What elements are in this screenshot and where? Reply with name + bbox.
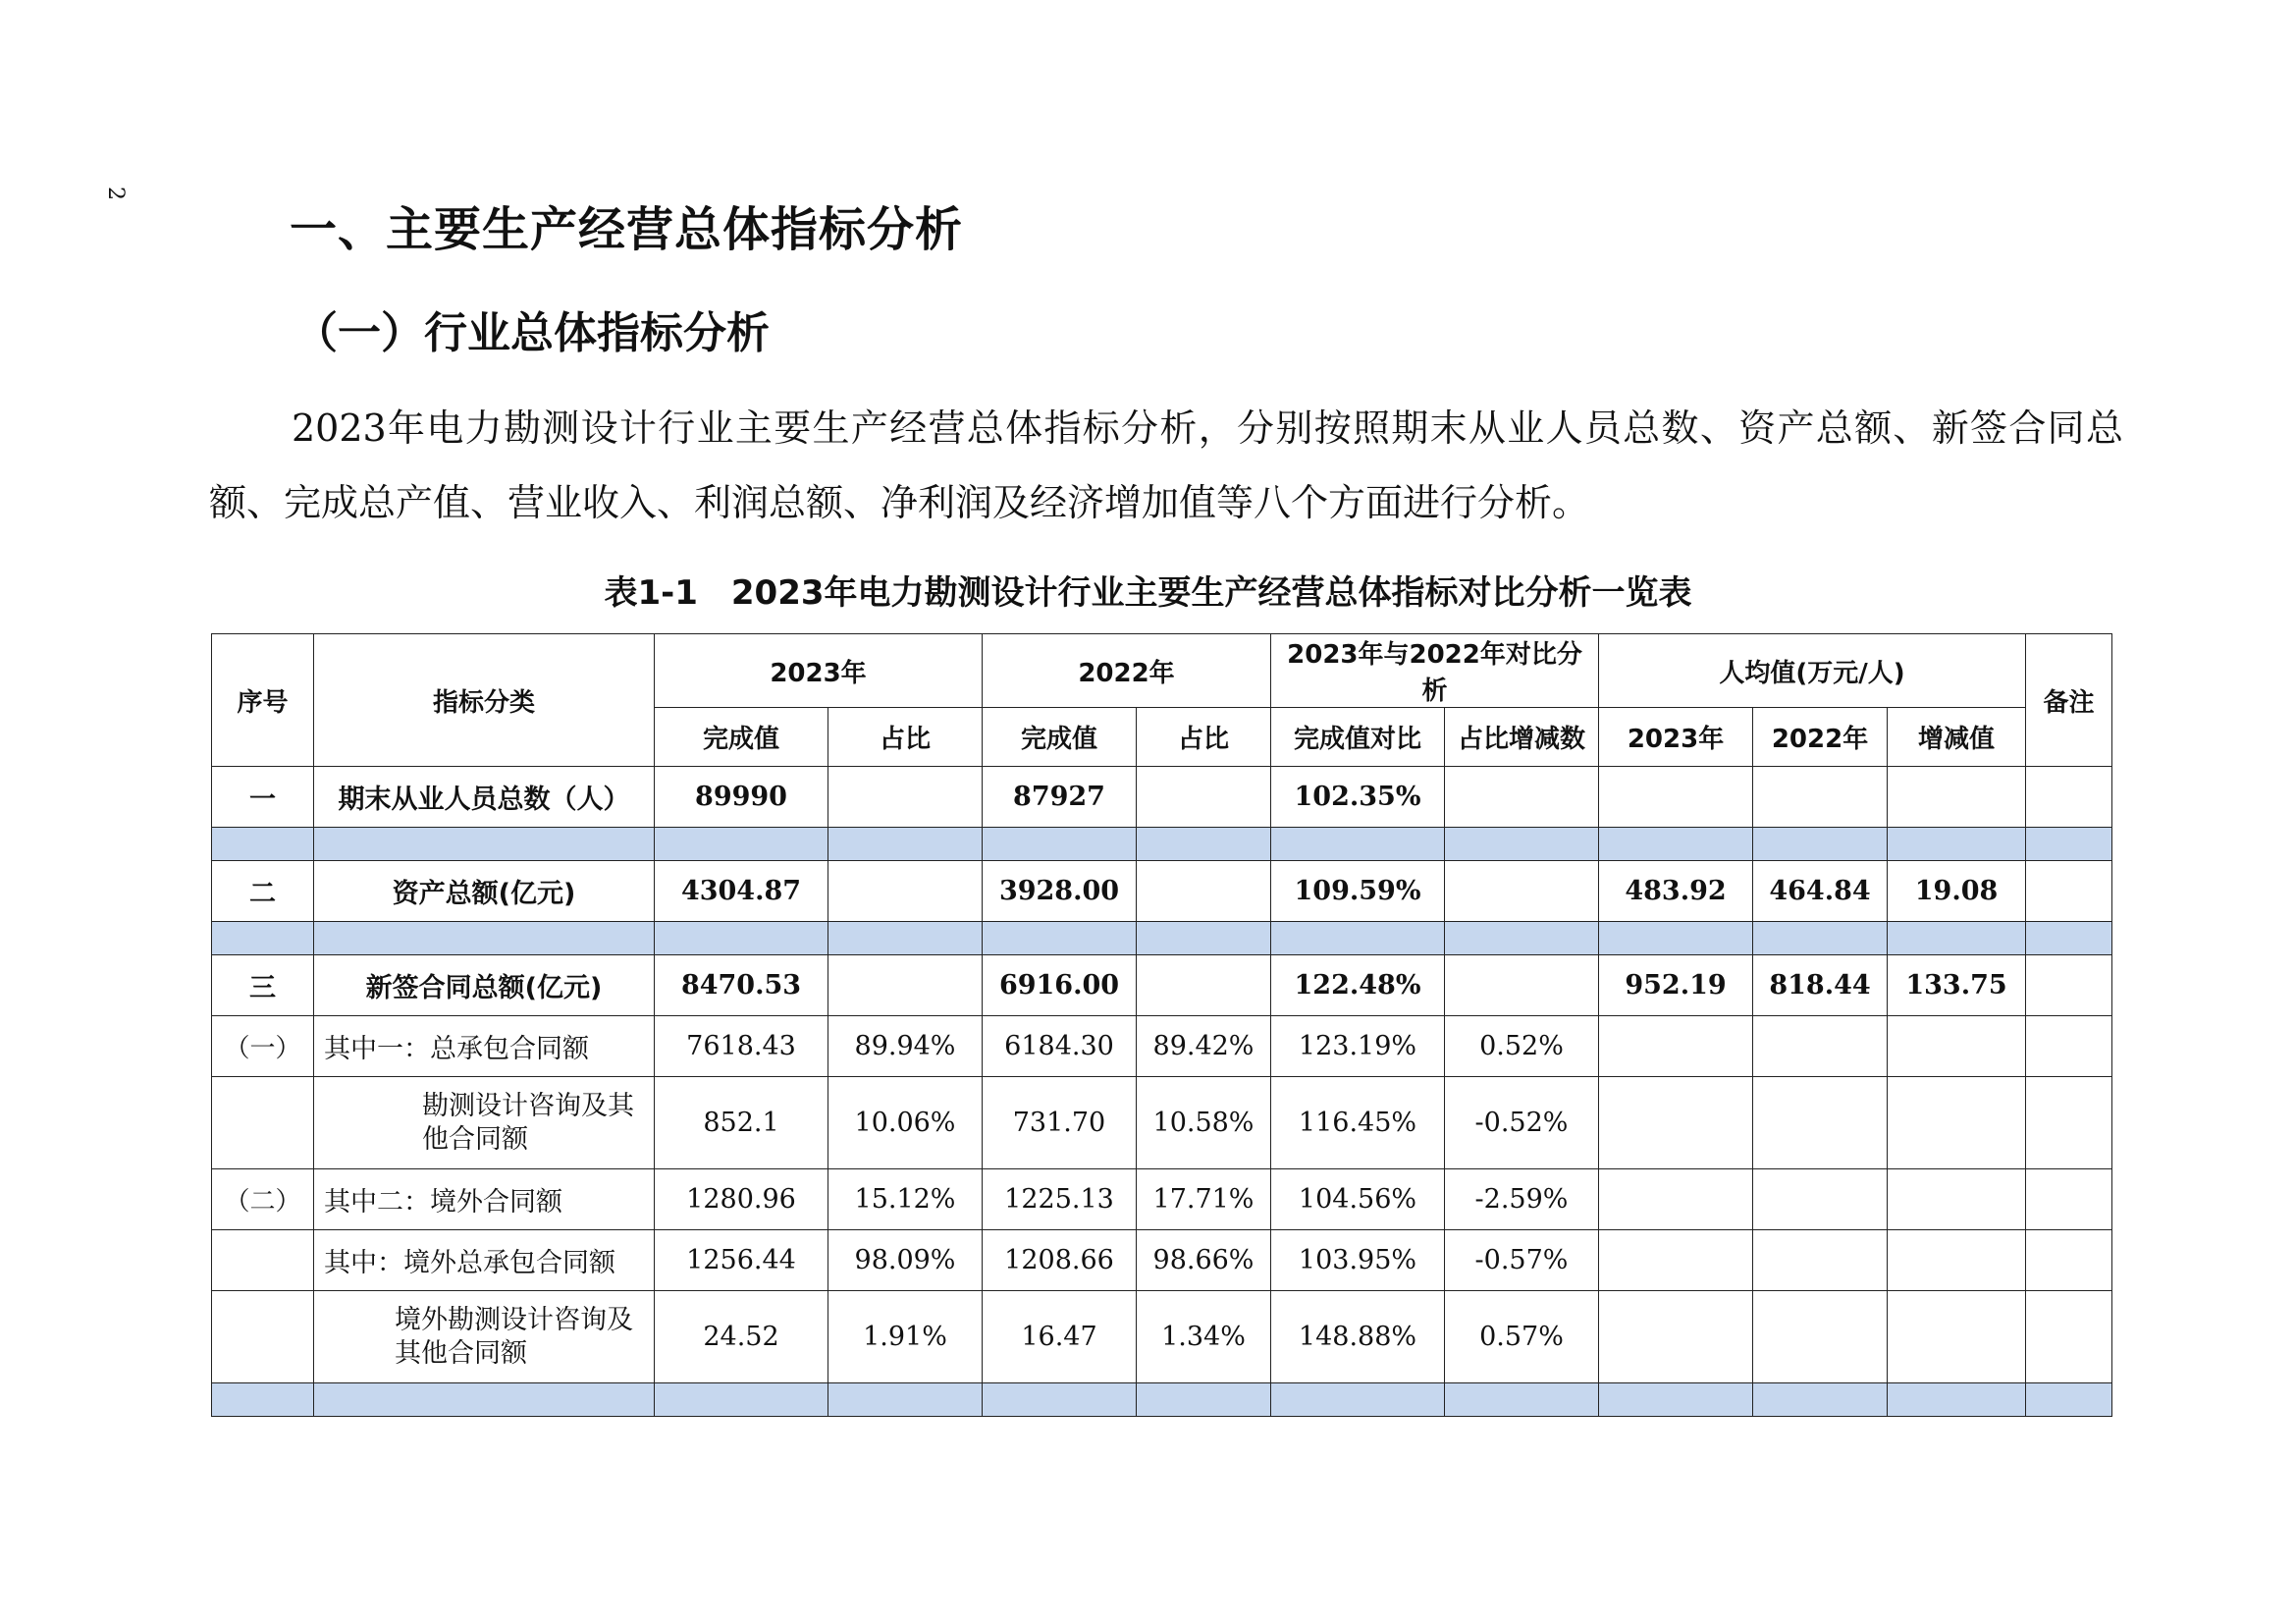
header-2023: 2023年: [655, 634, 983, 708]
table-row: [212, 767, 2112, 828]
header-value-ratio: 完成值对比: [1271, 708, 1445, 767]
cell-value-2023: 24.52: [655, 1291, 828, 1383]
cell-pc-change: [1888, 1016, 2026, 1077]
cell-seq: （一）: [212, 1016, 314, 1077]
cell-ratio: 102.35%: [1271, 767, 1445, 828]
cell-value-2023: 852.1: [655, 1077, 828, 1169]
table-row: [212, 861, 2112, 922]
table-row: [212, 955, 2112, 1016]
cell-share-change: -2.59%: [1445, 1169, 1599, 1230]
cell-remark: [2026, 1230, 2112, 1291]
cell-value-2022: 87927: [983, 767, 1137, 828]
table-row: [212, 1230, 2112, 1291]
spacer-row: [212, 828, 2112, 861]
header-pc-change: 增减值: [1888, 708, 2026, 767]
cell-share-change: 0.57%: [1445, 1291, 1599, 1383]
cell-value-2022: 6916.00: [983, 955, 1137, 1016]
page-number: 2: [103, 187, 128, 200]
cell-share-2023: 89.94%: [828, 1016, 983, 1077]
cell-remark: [2026, 767, 2112, 828]
cell-pc-change: 133.75: [1888, 955, 2026, 1016]
cell-remark: [2026, 1077, 2112, 1169]
cell-ratio: 123.19%: [1271, 1016, 1445, 1077]
cell-share-2022: 10.58%: [1137, 1077, 1271, 1169]
cell-seq: [212, 1077, 314, 1169]
cell-share-2022: 98.66%: [1137, 1230, 1271, 1291]
cell-pc-2023: [1599, 1077, 1753, 1169]
cell-share-2023: [828, 861, 983, 922]
cell-label: 新签合同总额(亿元): [314, 955, 655, 1016]
cell-pc-change: [1888, 1291, 2026, 1383]
header-2022: 2022年: [983, 634, 1271, 708]
cell-seq: （二）: [212, 1169, 314, 1230]
cell-remark: [2026, 861, 2112, 922]
cell-value-2023: 7618.43: [655, 1016, 828, 1077]
header-compare: 2023年与2022年对比分析: [1271, 634, 1599, 708]
section-heading: 一、主要生产经营总体指标分析: [290, 202, 964, 257]
cell-seq: 一: [212, 767, 314, 828]
cell-share-2023: [828, 955, 983, 1016]
cell-share-2023: 10.06%: [828, 1077, 983, 1169]
cell-value-2023: 8470.53: [655, 955, 828, 1016]
cell-share-change: [1445, 861, 1599, 922]
cell-label: 其中：境外总承包合同额: [314, 1230, 655, 1291]
cell-seq: [212, 1230, 314, 1291]
cell-pc-2022: [1753, 1230, 1888, 1291]
header-category: 指标分类: [314, 634, 655, 767]
cell-pc-change: [1888, 1077, 2026, 1169]
cell-pc-2023: [1599, 1169, 1753, 1230]
cell-seq: [212, 1291, 314, 1383]
cell-value-2022: 1208.66: [983, 1230, 1137, 1291]
cell-value-2023: 89990: [655, 767, 828, 828]
cell-share-2022: [1137, 955, 1271, 1016]
header-2022-value: 完成值: [983, 708, 1137, 767]
cell-pc-change: 19.08: [1888, 861, 2026, 922]
cell-ratio: 103.95%: [1271, 1230, 1445, 1291]
table-header-row-1: [212, 634, 2112, 708]
cell-remark: [2026, 1169, 2112, 1230]
cell-value-2023: 1280.96: [655, 1169, 828, 1230]
cell-share-change: -0.57%: [1445, 1230, 1599, 1291]
cell-seq: 二: [212, 861, 314, 922]
cell-pc-2022: [1753, 1016, 1888, 1077]
cell-label: 资产总额(亿元): [314, 861, 655, 922]
header-2023-value: 完成值: [655, 708, 828, 767]
header-2023-share: 占比: [828, 708, 983, 767]
cell-pc-2022: [1753, 1077, 1888, 1169]
table-row: [212, 1169, 2112, 1230]
indicator-table: [211, 633, 2112, 1417]
table-title: 表1-1 2023年电力勘测设计行业主要生产经营总体指标对比分析一览表: [604, 573, 1692, 613]
intro-paragraph: 2023年电力勘测设计行业主要生产经营总体指标分析，分别按照期末从业人员总数、资产总额、新签合同总额、完成总产值、营业收入、利润总额、净利润及经济增加值等八个方面进行分析。: [209, 406, 2123, 524]
table-row: [212, 1077, 2112, 1169]
header-pc-2023: 2023年: [1599, 708, 1753, 767]
cell-label: 期末从业人员总数（人）: [314, 767, 655, 828]
cell-remark: [2026, 1016, 2112, 1077]
cell-label: 其中一：总承包合同额: [314, 1016, 655, 1077]
cell-ratio: 109.59%: [1271, 861, 1445, 922]
cell-value-2023: 1256.44: [655, 1230, 828, 1291]
cell-share-2022: [1137, 861, 1271, 922]
header-seq: 序号: [212, 634, 314, 767]
cell-pc-2022: 818.44: [1753, 955, 1888, 1016]
cell-share-2022: 1.34%: [1137, 1291, 1271, 1383]
cell-value-2022: 16.47: [983, 1291, 1137, 1383]
cell-remark: [2026, 955, 2112, 1016]
header-per-capita: 人均值(万元/人): [1599, 634, 2026, 708]
table-row: [212, 1016, 2112, 1077]
cell-share-2023: 15.12%: [828, 1169, 983, 1230]
cell-pc-change: [1888, 1230, 2026, 1291]
cell-pc-2023: 483.92: [1599, 861, 1753, 922]
cell-pc-2022: [1753, 1169, 1888, 1230]
cell-pc-2023: [1599, 1016, 1753, 1077]
cell-value-2023: 4304.87: [655, 861, 828, 922]
header-share-change: 占比增减数: [1445, 708, 1599, 767]
cell-label: 勘测设计咨询及其他合同额: [314, 1077, 655, 1169]
cell-value-2022: 3928.00: [983, 861, 1137, 922]
cell-pc-2023: [1599, 767, 1753, 828]
cell-pc-2022: [1753, 767, 1888, 828]
cell-pc-change: [1888, 767, 2026, 828]
cell-pc-2023: [1599, 1230, 1753, 1291]
cell-seq: 三: [212, 955, 314, 1016]
cell-ratio: 122.48%: [1271, 955, 1445, 1016]
cell-pc-change: [1888, 1169, 2026, 1230]
cell-share-2022: 89.42%: [1137, 1016, 1271, 1077]
subsection-heading: （一）行业总体指标分析: [294, 308, 770, 358]
cell-share-change: -0.52%: [1445, 1077, 1599, 1169]
cell-label: 境外勘测设计咨询及其他合同额: [314, 1291, 655, 1383]
header-pc-2022: 2022年: [1753, 708, 1888, 767]
header-2022-share: 占比: [1137, 708, 1271, 767]
cell-ratio: 116.45%: [1271, 1077, 1445, 1169]
cell-value-2022: 1225.13: [983, 1169, 1137, 1230]
cell-share-change: 0.52%: [1445, 1016, 1599, 1077]
cell-remark: [2026, 1291, 2112, 1383]
cell-ratio: 104.56%: [1271, 1169, 1445, 1230]
cell-pc-2022: [1753, 1291, 1888, 1383]
cell-value-2022: 6184.30: [983, 1016, 1137, 1077]
cell-share-change: [1445, 767, 1599, 828]
cell-label: 其中二：境外合同额: [314, 1169, 655, 1230]
cell-pc-2023: 952.19: [1599, 955, 1753, 1016]
cell-ratio: 148.88%: [1271, 1291, 1445, 1383]
cell-share-2023: 98.09%: [828, 1230, 983, 1291]
cell-share-2022: [1137, 767, 1271, 828]
cell-pc-2023: [1599, 1291, 1753, 1383]
cell-value-2022: 731.70: [983, 1077, 1137, 1169]
cell-share-change: [1445, 955, 1599, 1016]
cell-share-2023: [828, 767, 983, 828]
cell-share-2022: 17.71%: [1137, 1169, 1271, 1230]
table-row: [212, 1291, 2112, 1383]
cell-pc-2022: 464.84: [1753, 861, 1888, 922]
header-remark: 备注: [2026, 634, 2112, 767]
spacer-row: [212, 1383, 2112, 1417]
spacer-row: [212, 922, 2112, 955]
cell-share-2023: 1.91%: [828, 1291, 983, 1383]
